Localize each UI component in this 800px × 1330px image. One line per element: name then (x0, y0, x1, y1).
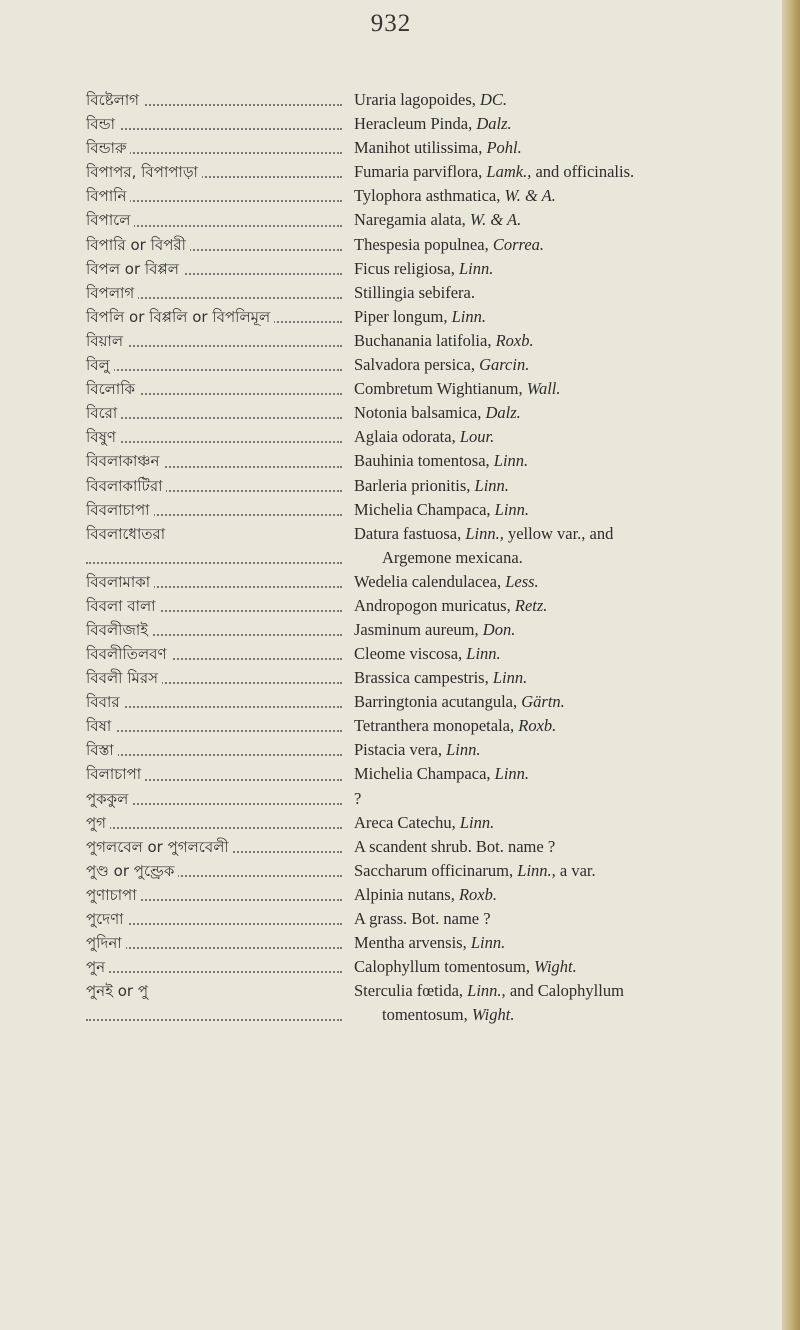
dot-leader (86, 128, 342, 130)
species-name: Buchanania latifolia, (354, 330, 492, 350)
continuation-text: tomentosum, (382, 1005, 468, 1025)
vernacular-term (0, 377, 348, 401)
botanical-name (348, 88, 782, 112)
botanical-name (348, 811, 782, 835)
author-abbrev: W. & A. (504, 186, 556, 206)
term-text: বিপানি (86, 187, 130, 205)
author-abbrev: Linn., (465, 523, 504, 543)
vernacular-term (0, 474, 348, 498)
botanical-name (348, 498, 782, 522)
vernacular-term (0, 811, 348, 835)
dot-leader (86, 730, 342, 732)
list-item (0, 184, 782, 208)
vernacular-term (0, 594, 348, 618)
species-name: Michelia Champaca, (354, 764, 491, 784)
species-name: A scandent shrub. Bot. name ? (354, 836, 556, 856)
botanical-name (348, 233, 782, 257)
vernacular-term (0, 208, 348, 232)
list-item (0, 907, 782, 931)
botanical-name (348, 979, 782, 1027)
author-abbrev: Don. (482, 619, 516, 639)
term-text: পুদেণা (86, 910, 128, 928)
author-abbrev: Wall. (526, 379, 561, 399)
vernacular-term (0, 979, 348, 1027)
botanical-name (348, 184, 782, 208)
term-text: বিলু (86, 356, 114, 374)
species-name: Sterculia fœtida, (354, 981, 464, 1001)
term-text: বিপারি or বিপরী (86, 236, 190, 254)
vernacular-term (0, 257, 348, 281)
list-item (0, 570, 782, 594)
list-item (0, 738, 782, 762)
list-item (0, 257, 782, 281)
list-item (0, 88, 782, 112)
vernacular-term (0, 738, 348, 762)
botanical-name (348, 305, 782, 329)
vernacular-term (0, 449, 348, 473)
vernacular-term (0, 883, 348, 907)
species-name: Areca Catechu, (354, 812, 456, 832)
botanical-name (348, 353, 782, 377)
dot-leader (86, 417, 342, 419)
term-text: বিপলাগ (86, 284, 138, 302)
term-text: বিবলাকাঞ্চন (86, 452, 163, 470)
vernacular-term (0, 305, 348, 329)
vernacular-term (0, 787, 348, 811)
botanical-name (348, 522, 782, 570)
list-item (0, 883, 782, 907)
term-text: পুন (86, 958, 109, 976)
term-text: পুগ (86, 814, 110, 832)
dot-leader (86, 1019, 342, 1021)
dot-leader (86, 441, 342, 443)
species-name: Salvadora persica, (354, 355, 475, 375)
botanical-name (348, 859, 782, 883)
vernacular-term (0, 907, 348, 931)
botanical-name (348, 835, 782, 859)
species-name: Heracleum Pinda, (354, 114, 473, 134)
term-text: বিবলাকাটিরা (86, 477, 166, 495)
dot-leader (86, 827, 342, 829)
list-item (0, 305, 782, 329)
list-item (0, 642, 782, 666)
vernacular-term (0, 233, 348, 257)
species-name: Brassica campestris, (354, 668, 489, 688)
list-item (0, 666, 782, 690)
vernacular-term (0, 184, 348, 208)
species-name: Naregamia alata, (354, 210, 466, 230)
author-abbrev: Linn. (451, 306, 487, 326)
list-item (0, 136, 782, 160)
author-abbrev: Linn., (517, 860, 556, 880)
page-number: 932 (370, 10, 412, 37)
term-text: পুণ্ড or পুণ্ড্রেক (86, 862, 178, 880)
botanical-name (348, 112, 782, 136)
species-name: Andropogon muricatus, (354, 595, 511, 615)
author-abbrev: Dalz. (485, 403, 521, 423)
list-item (0, 449, 782, 473)
botanical-name (348, 690, 782, 714)
term-text: বিন্ডা (86, 115, 119, 133)
species-name: ? (354, 788, 362, 808)
species-name: Manihot utilissima, (354, 138, 483, 158)
botanical-name (348, 160, 782, 184)
species-name: Piper longum, (354, 306, 448, 326)
list-item (0, 859, 782, 883)
botanical-name (348, 136, 782, 160)
vernacular-term (0, 522, 348, 570)
botanical-name (348, 425, 782, 449)
term-text: বিপালে (86, 211, 134, 229)
species-name: Aglaia odorata, (354, 427, 456, 447)
species-name: Notonia balsamica, (354, 403, 482, 423)
term-text: বিবলীতিলবণ (86, 645, 171, 663)
species-name: Tetranthera monopetala, (354, 716, 515, 736)
author-abbrev: Pohl. (486, 138, 522, 158)
species-name: Saccharum officinarum, (354, 860, 514, 880)
botanical-name (348, 883, 782, 907)
term-text: বিপলি or বিপ্পলি or বিপলিমূল (86, 308, 274, 326)
botanical-name (348, 907, 782, 931)
list-item (0, 112, 782, 136)
species-name: A grass. Bot. name ? (354, 909, 491, 928)
dot-leader (86, 971, 342, 973)
term-text: বিস্তা (86, 741, 118, 759)
vernacular-term (0, 642, 348, 666)
author-abbrev: Retz. (514, 595, 548, 615)
vernacular-term (0, 714, 348, 738)
term-text: বিবলাচাপা (86, 501, 154, 519)
vernacular-term (0, 88, 348, 112)
species-name: Jasminum aureum, (354, 619, 479, 639)
botanical-name (348, 666, 782, 690)
vernacular-term (0, 835, 348, 859)
list-item (0, 714, 782, 738)
author-abbrev: W. & A. (469, 210, 522, 230)
list-item (0, 787, 782, 811)
vernacular-term (0, 160, 348, 184)
botanical-name (348, 329, 782, 353)
list-item (0, 377, 782, 401)
author-abbrev: Roxb. (518, 716, 557, 736)
species-name: Mentha arvensis, (354, 933, 467, 953)
species-name: Calophyllum tomentosum, (354, 957, 530, 977)
term-text: বিবলী মিরস (86, 669, 162, 687)
author-abbrev: Less. (505, 571, 539, 591)
list-item (0, 811, 782, 835)
species-name: Stillingia sebifera. (354, 282, 475, 302)
term-text: বিবলা বালা (86, 597, 160, 615)
author-abbrev: Correa. (492, 234, 545, 254)
species-name: Wedelia calendulacea, (354, 571, 502, 591)
author-abbrev: Linn. (459, 812, 495, 832)
botanical-name (348, 931, 782, 955)
author-abbrev: Dalz. (476, 114, 512, 134)
vernacular-term (0, 353, 348, 377)
vernacular-term (0, 762, 348, 786)
vernacular-term (0, 618, 348, 642)
botanical-name (348, 281, 782, 305)
term-text: বিবলাধোতরা (86, 525, 169, 543)
species-name: Thespesia populnea, (354, 234, 489, 254)
species-name: Barleria prionitis, (354, 475, 471, 495)
list-item (0, 208, 782, 232)
botanical-name (348, 570, 782, 594)
term-text: বিলোকি (86, 380, 139, 398)
botanical-name (348, 762, 782, 786)
list-item (0, 474, 782, 498)
list-item (0, 955, 782, 979)
botanical-name (348, 738, 782, 762)
species-name: Combretum Wightianum, (354, 379, 523, 399)
botanical-name (348, 642, 782, 666)
list-item (0, 353, 782, 377)
author-abbrev: Roxb. (458, 884, 497, 904)
term-text: বিলাচাপা (86, 765, 145, 783)
author-abbrev: Roxb. (495, 330, 534, 350)
term-text: বিন্ডারু (86, 139, 130, 157)
vernacular-term (0, 425, 348, 449)
species-name: Uraria lagopoides, (354, 90, 476, 109)
glossary-list (0, 88, 782, 1027)
list-item (0, 594, 782, 618)
author-abbrev: Linn. (466, 643, 501, 663)
author-abbrev: Gärtn. (521, 692, 565, 712)
term-text: বিরো (86, 404, 121, 422)
term-text: বিয়াল (86, 332, 127, 350)
term-text: বিবলীজাই (86, 621, 152, 639)
botanical-name (348, 594, 782, 618)
botanical-name (348, 474, 782, 498)
list-item (0, 160, 782, 184)
term-text: পুদিনা (86, 934, 126, 952)
dot-leader (86, 369, 342, 371)
term-text: বিষ্টেলাগ (86, 91, 143, 109)
species-name: Barringtonia acutangula, (354, 692, 518, 712)
note-text: a var. (555, 860, 596, 880)
author-abbrev: Linn. (446, 740, 481, 760)
dot-leader (86, 562, 342, 564)
list-item (0, 835, 782, 859)
author-abbrev: Linn. (494, 499, 530, 519)
term-text: পুণাচাপা (86, 886, 141, 904)
continuation-text: Argemone mexicana. (382, 547, 523, 567)
author-abbrev: Lamk., (486, 162, 532, 182)
botanical-name (348, 257, 782, 281)
species-name: Cleome viscosa, (354, 643, 463, 663)
vernacular-term (0, 498, 348, 522)
term-text: পুনই or পু (86, 982, 152, 1000)
term-text: বিবলামাকা (86, 573, 154, 591)
note-text: and Calophyllum (505, 981, 624, 1001)
vernacular-term (0, 666, 348, 690)
author-abbrev: Linn. (494, 764, 530, 784)
list-item (0, 618, 782, 642)
term-text: পুগলবেল or পুগলবেলী (86, 838, 233, 856)
vernacular-term (0, 955, 348, 979)
vernacular-term (0, 931, 348, 955)
term-text: বিবার (86, 693, 124, 711)
botanical-name (348, 787, 782, 811)
botanical-name (348, 401, 782, 425)
term-text: বিষুণ (86, 428, 120, 446)
species-name: Pistacia vera, (354, 740, 442, 760)
author-abbrev: Linn. (458, 258, 494, 278)
species-name: Michelia Champaca, (354, 499, 491, 519)
list-item (0, 498, 782, 522)
term-text: বিপল or বিপ্পল (86, 260, 183, 278)
list-item (0, 401, 782, 425)
botanical-name (348, 714, 782, 738)
note-text: yellow var., and (503, 523, 614, 543)
term-text: বিষা (86, 717, 115, 735)
dot-leader (86, 754, 342, 756)
term-text: বিপাপর, বিপাপাড়া (86, 163, 202, 181)
author-abbrev: Linn. (470, 933, 506, 953)
vernacular-term (0, 281, 348, 305)
botanical-name (348, 208, 782, 232)
list-item (0, 931, 782, 955)
list-item (0, 762, 782, 786)
dot-leader (86, 706, 342, 708)
author-abbrev: Linn. (474, 475, 509, 495)
vernacular-term (0, 401, 348, 425)
list-item (0, 425, 782, 449)
author-abbrev: Linn. (492, 668, 528, 688)
list-item (0, 690, 782, 714)
species-name: Alpinia nutans, (354, 884, 455, 904)
vernacular-term (0, 112, 348, 136)
page-edge (782, 0, 800, 1330)
botanical-name (348, 955, 782, 979)
author-abbrev: Wight. (471, 1005, 515, 1025)
species-name: Fumaria parviflora, (354, 162, 483, 182)
vernacular-term (0, 690, 348, 714)
vernacular-term (0, 570, 348, 594)
list-item (0, 281, 782, 305)
author-abbrev: Linn. (493, 451, 529, 471)
vernacular-term (0, 136, 348, 160)
list-item (0, 979, 782, 1027)
note-text: and officinalis. (531, 162, 635, 182)
species-name: Tylophora asthmatica, (354, 186, 501, 206)
author-abbrev: Wight. (534, 957, 577, 977)
author-abbrev: Lour. (459, 427, 495, 447)
author-abbrev: Garcin. (479, 355, 530, 375)
term-text: পুককুল (86, 790, 132, 808)
botanical-name (348, 377, 782, 401)
list-item (0, 329, 782, 353)
botanical-name (348, 449, 782, 473)
list-item (0, 522, 782, 570)
author-abbrev: Linn., (467, 981, 506, 1001)
vernacular-term (0, 859, 348, 883)
species-name: Bauhinia tomentosa, (354, 451, 490, 471)
vernacular-term (0, 329, 348, 353)
species-name: Datura fastuosa, (354, 523, 462, 543)
botanical-name (348, 618, 782, 642)
list-item (0, 233, 782, 257)
species-name: Ficus religiosa, (354, 258, 455, 278)
author-abbrev: DC. (480, 90, 508, 109)
